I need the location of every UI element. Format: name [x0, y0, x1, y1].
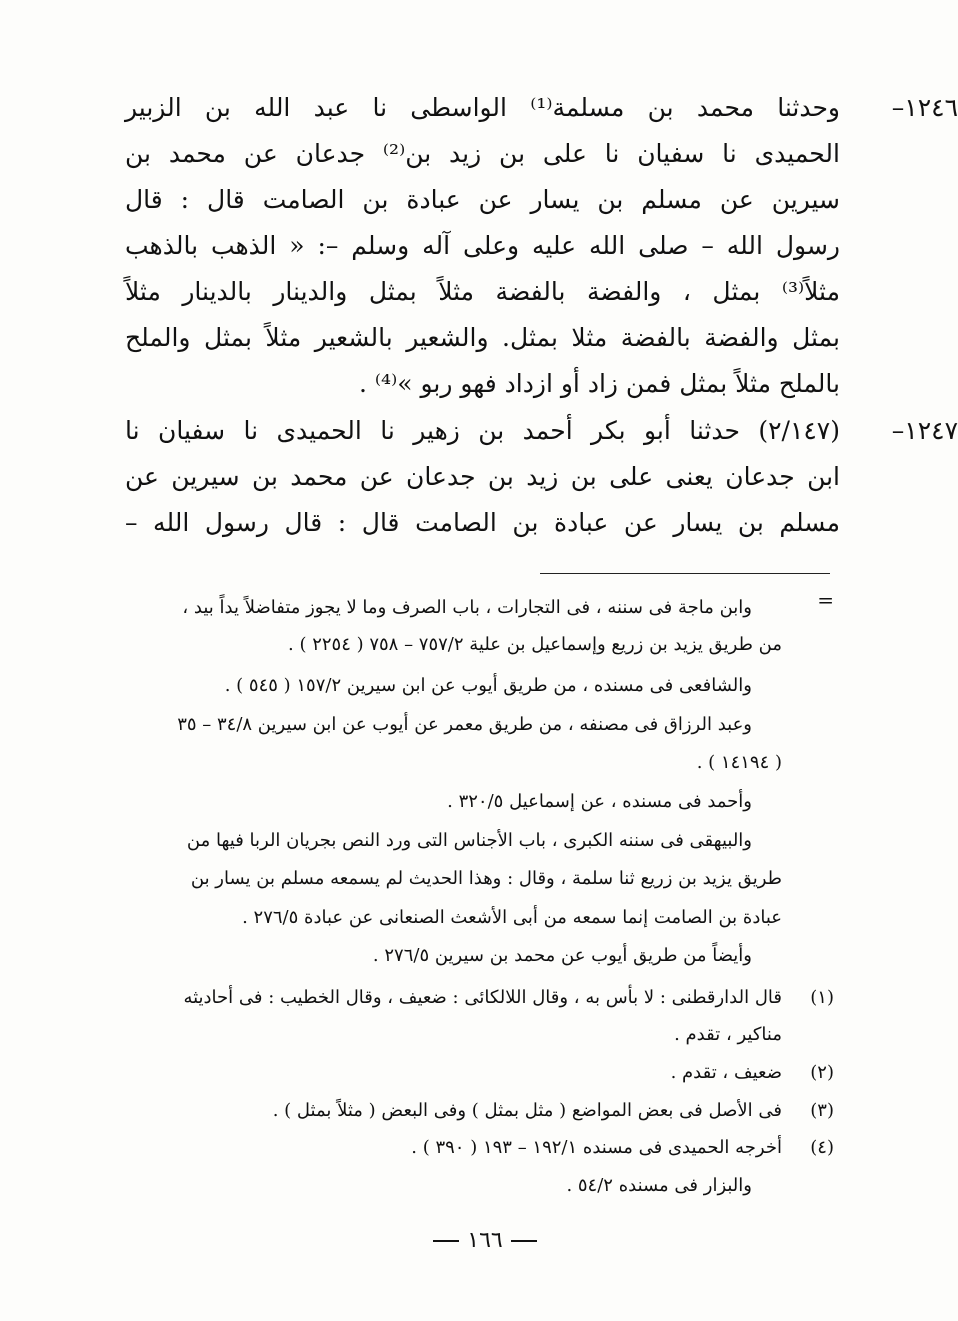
- text-line: بالملح مثلاً بمثل فمن زاد أو ازداد فهو ربو »⁽⁴⁾ .: [358, 369, 840, 398]
- text-line: مسلم بن يسار عن عبادة بن الصامت قال : قال رسول الله –: [125, 508, 840, 537]
- text-line: سيرين عن مسلم بن يسار عن عبادة بن الصامت قال : قال: [125, 185, 840, 214]
- dash-left: [511, 1240, 537, 1242]
- footnote-line: فى الأصل فى بعض المواضع ( مثل بمثل ) وفى البعض ( مثلاً بمثل ) .: [272, 1100, 782, 1121]
- text-line: وحدثنا محمد بن مسلمة⁽¹⁾ الواسطى نا عبد الله بن الزبير: [125, 93, 840, 122]
- text-line: بمثل والفضة بالفضة مثلا بمثل. والشعير بالشعير مثلاً بمثل والملح: [125, 323, 840, 352]
- footnote-line: وابن ماجة فى سننه ، فى التجارات ، باب الصرف وما لا يجوز متفاضلاً يداً بيد ،: [182, 597, 752, 618]
- footnote-line: أخرجه الحميدى فى مسنده ١٩٢/١ – ١٩٣ ( ٣٩٠ ) .: [411, 1137, 782, 1158]
- footnote-line: وأيضاً من طريق أيوب عن محمد بن سيرين ٢٧٦/٥ .: [372, 945, 752, 966]
- text-line: رسول الله – صلى الله عليه وعلى آله وسلم –: « الذهب بالذهب: [125, 231, 840, 260]
- hadith-1247: [125, 403, 958, 553]
- footnote-line: من طريق يزيد بن زريع وإسماعيل بن علية ٧٥٧/٢ – ٧٥٨ ( ٢٢٥٤ ) .: [288, 634, 782, 655]
- footnote-line: وعبد الرزاق فى مصنفه ، من طريق معمر عن أيوب عن ابن سيرين ٣٤/٨ – ٣٥: [177, 714, 752, 735]
- page-number: [420, 1228, 550, 1253]
- footnote-line: عبادة بن الصامت إنما سمعه من أبى الأشعث الصنعانى عن عبادة ٢٧٦/٥ .: [242, 907, 782, 928]
- footnote-line: وأحمد فى مسنده ، عن إسماعيل ٣٢٠/٥ .: [447, 791, 752, 812]
- text-line: ابن جدعان يعنى على بن زيد بن جدعان عن محمد بن سيرين عن: [125, 462, 840, 491]
- footnote-line: مناكير ، تقدم .: [674, 1024, 782, 1045]
- page-number-text: ١٦٦: [467, 1228, 503, 1253]
- footnote-line: ( ١٤١٩٤ ) .: [696, 752, 782, 773]
- continuation-mark: =: [817, 588, 834, 612]
- text-line: الحميدى نا سفيان نا على بن زيد بن⁽²⁾ جدعان عن محمد بن: [125, 139, 840, 168]
- footnote-marker: (١): [810, 987, 834, 1008]
- hadith-number: ١٢٤٧–: [891, 416, 958, 445]
- footnote-marker: (٤): [810, 1137, 834, 1158]
- dash-right: [433, 1240, 459, 1242]
- footnote-marker: (٣): [810, 1100, 834, 1121]
- text-line: مثلاً⁽³⁾ بمثل ، والفضة بالفضة مثلاً بمثل والدينار بالدينار مثلاً: [125, 277, 840, 306]
- footnote-line: والبزار فى مسنده ٥٤/٢ .: [566, 1175, 752, 1196]
- hadith-number: ١٢٤٦–: [891, 93, 958, 122]
- footnote-separator: [540, 573, 830, 574]
- footnote-line: قال الدارقطنى : لا بأس به ، وقال اللالكائى : ضعيف ، وقال الخطيب : فى أحاديثه: [183, 987, 782, 1008]
- footnote-line: والبيهقى فى سننه الكبرى ، باب الأجناس التى ورد النص بجريان الربا فيها من: [186, 830, 752, 851]
- footnote-line: ضعيف ، تقدم .: [670, 1062, 782, 1083]
- footnote-line: طريق يزيد بن زريع ثنا سلمة ، وقال : وهذا الحديث لم يسمعه مسلم بن يسار بن: [190, 868, 782, 889]
- footnote-line: والشافعى فى مسنده ، من طريق أيوب عن ابن سيرين ١٥٧/٢ ( ٥٤٥ ) .: [224, 675, 752, 696]
- footnote-marker: (٢): [810, 1062, 834, 1083]
- text-line: (٢/١٤٧) حدثنا أبو بكر أحمد بن زهير نا الحميدى نا سفيان نا: [125, 416, 840, 445]
